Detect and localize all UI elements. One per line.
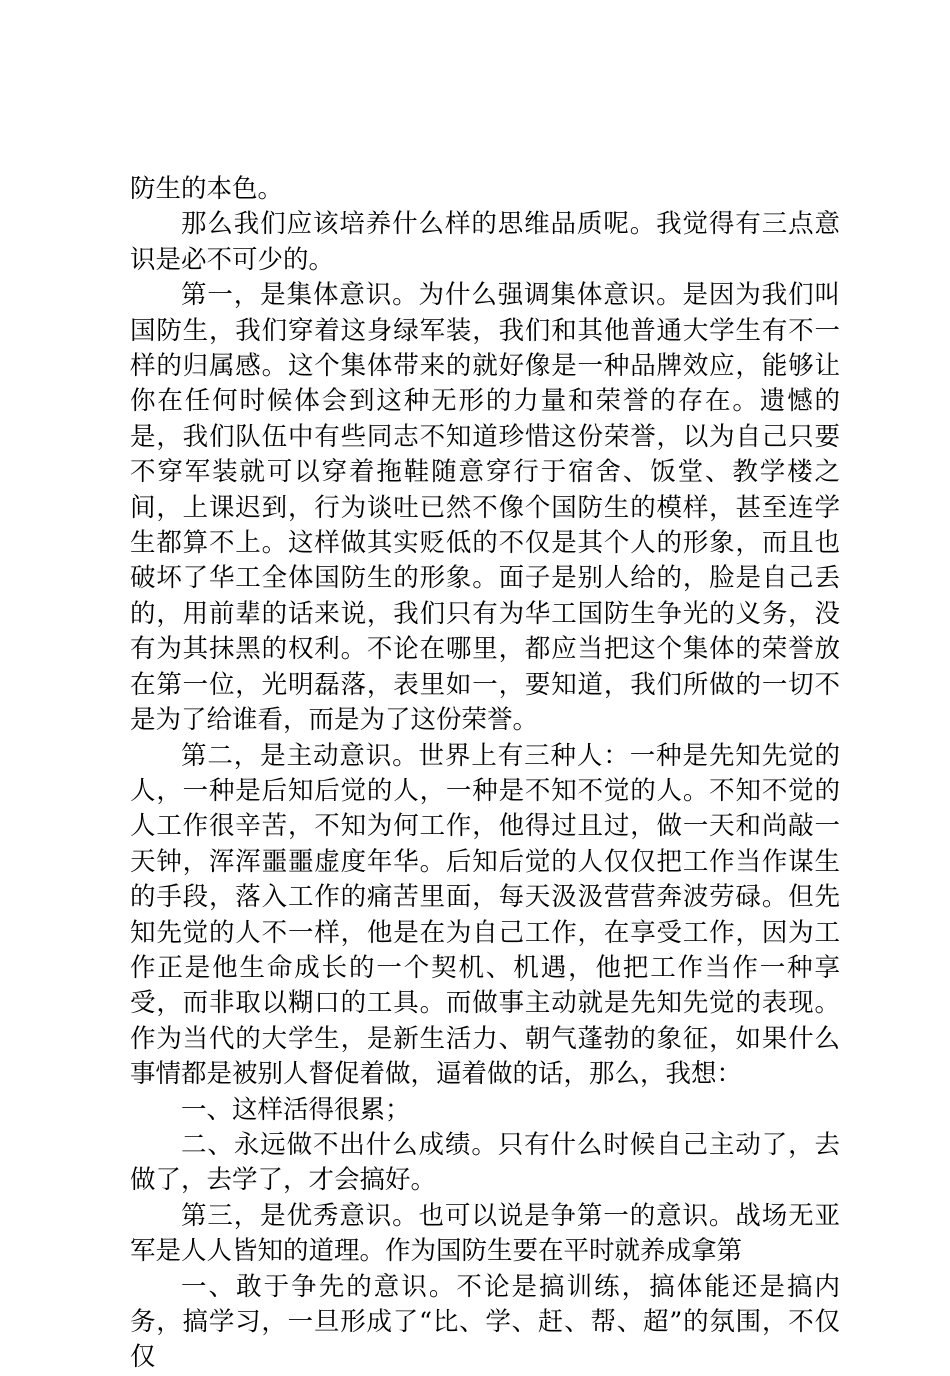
paragraph-4: 第二，是主动意识。世界上有三种人：一种是先知先觉的人，一种是后知后觉的人，一种是不知不觉的人。不知不觉的人工作很辛苦，不知为何工作，他得过且过，做一天和尚敲一天钟，浑浑噩噩虚度年华。后知后觉的人仅仅把工作当作谋生的手段，落入工作的痛苦里面，每天汲汲营营奔波劳碌。但先知先觉的人不一样，他是在为自己工作，在享受工作，因为工作正是他生命成长的一个契机、机遇，他把工作当作一种享受，而非取以糊口的工具。而做事主动就是先知先觉的表现。作为当代的大学生，是新生活力、朝气蓬勃的象征，如果什么事情都是被别人督促着做，逼着做的话，那么，我想： [130,740,840,1090]
paragraph-7: 第三，是优秀意识。也可以说是争第一的意识。战场无亚军是人人皆知的道理。作为国防生要在平时就养成拿第 [130,1200,840,1267]
paragraph-2: 那么我们应该培养什么样的思维品质呢。我觉得有三点意识是必不可少的。 [130,209,840,275]
paragraph-5: 一、这样活得很累； [181,1094,411,1125]
document-body [130,172,840,1376]
paragraph-1: 防生的本色。 [130,174,284,204]
paragraph-8: 一、敢于争先的意识。不论是搞训练，搞体能还是搞内务，搞学习，一旦形成了“比、学、赶、帮、超”的氛围，不仅仅 [130,1271,840,1373]
paragraph-6: 二、永远做不出什么成绩。只有什么时候自己主动了，去做了，去学了，才会搞好。 [130,1129,840,1196]
paragraph-3: 第一，是集体意识。为什么强调集体意识。是因为我们叫国防生，我们穿着这身绿军装，我们和其他普通大学生有不一样的归属感。这个集体带来的就好像是一种品牌效应，能够让你在任何时候体会到这种无形的力量和荣誉的存在。遗憾的是，我们队伍中有些同志不知道珍惜这份荣誉，以为自己只要不穿军装就可以穿着拖鞋随意穿行于宿舍、饭堂、教学楼之间，上课迟到，行为谈吐已然不像个国防生的模样，甚至连学生都算不上。这样做其实贬低的不仅是其个人的形象，而且也破坏了华工全体国防生的形象。面子是别人给的，脸是自己丢的，用前辈的话来说，我们只有为华工国防生争光的义务，没有为其抹黑的权利。不论在哪里，都应当把这个集体的荣誉放在第一位，光明磊落，表里如一，要知道，我们所做的一切不是为了给谁看，而是为了这份荣誉。 [130,280,840,736]
